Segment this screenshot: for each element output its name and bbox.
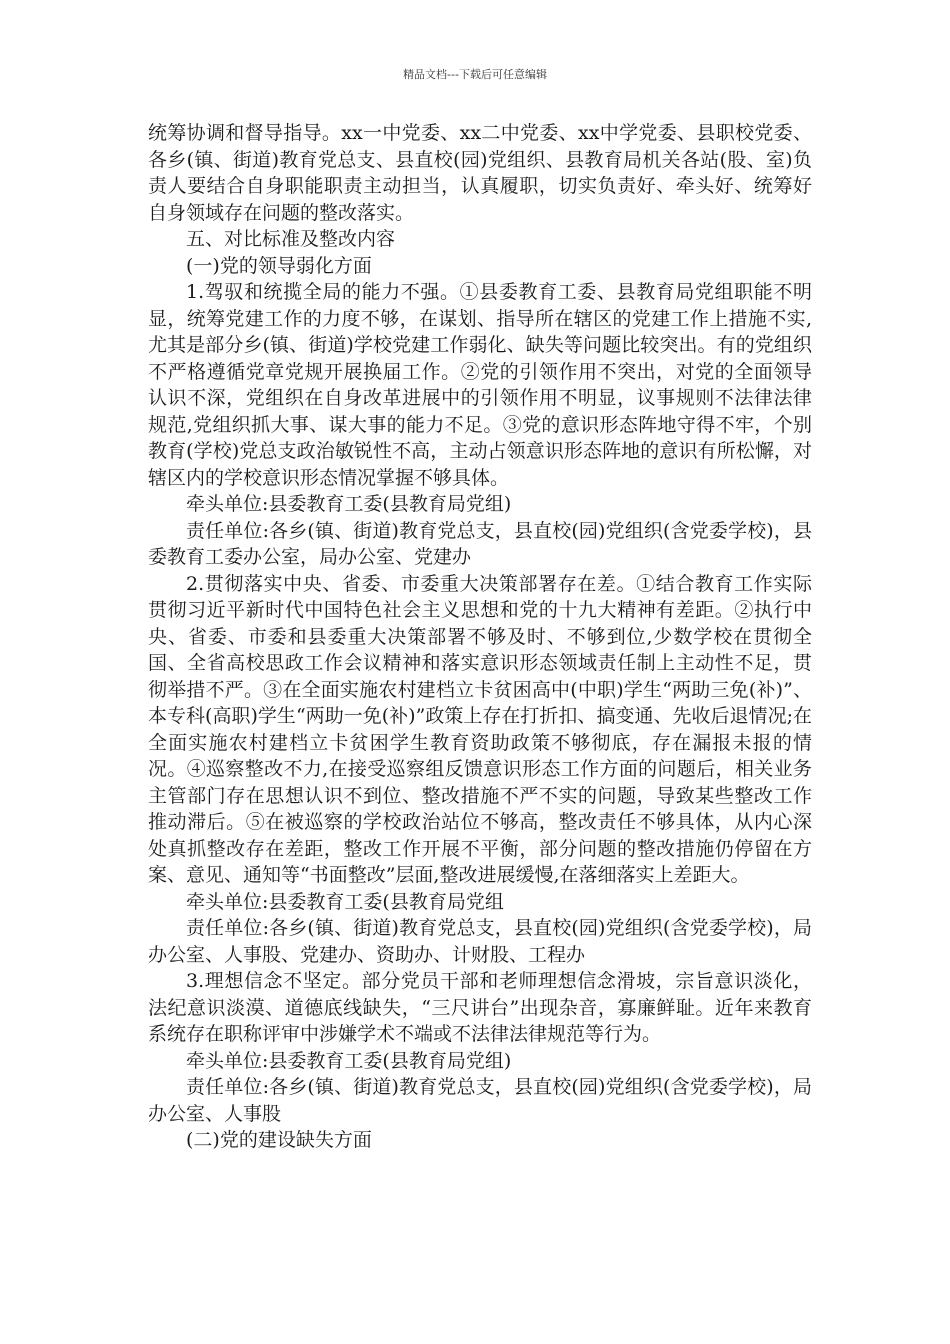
paragraph: 1.驾驭和统揽全局的能力不强。①县委教育工委、县教育局党组职能不明显，统筹党建工作的力度不够，在谋划、指导所在辖区的党建工作上措施不实,尤其是部分乡(镇、街道)学校党建工作弱化、缺失等问题比较突出。有的党组织不严格遵循党章党规开展换届工作。②党的引领作用不突出，对党的全面领导认识不深，党组织在自身改革进展中的引领作用不明显，议事规则不法律法律规范,党组织抓大事、谋大事的能力不足。③党的意识形态阵地守得不牢，个别教育(学校)党总支政治敏锐性不高，主动占领意识形态阵地的意识有所松懈，对辖区内的学校意识形态情况掌握不够具体。 [148,281,812,489]
lead-unit: 牵头单位:县委教育工委(县教育局党组) [186,493,512,515]
responsible-unit: 责任单位:各乡(镇、街道)教育党总支，县直校(园)党组织(含党委学校)，县委教育工委办公室，局办公室、党建办 [148,519,812,568]
subsection-heading: (二)党的建设缺失方面 [186,1129,372,1151]
subsection-heading: (一)党的领导弱化方面 [186,254,372,277]
paragraph: 3.理想信念不坚定。部分党员干部和老师理想信念滑坡，宗旨意识淡化，法纪意识淡漠、道德底线缺失，“三尺讲台”出现杂音，寡廉鲜耻。近年来教育系统存在职称评审中涉嫌学术不端或不法律法律规范等行为。 [148,970,812,1045]
responsible-unit: 责任单位:各乡(镇、街道)教育党总支，县直校(园)党组织(含党委学校)，局办公室、人事股 [148,1076,812,1125]
lead-unit: 牵头单位:县委教育工委(县教育局党组 [186,890,504,913]
paragraph: 2.贯彻落实中央、省委、市委重大决策部署存在差。①结合教育工作实际贯彻习近平新时代中国特色社会主义思想和党的十九大精神有差距。②执行中央、省委、市委和县委重大决策部署不够及时、不够到位,少数学校在贯彻全国、全省高校思政工作会议精神和落实意识形态领域责任制上主动性不足，贯彻举措不严。③在全面实施农村建档立卡贫困高中(中职)学生“两助三免(补)”、本专科(高职)学生“两助一免(补)”政策上存在打折扣、搞变通、先收后退情况;在全面实施农村建档立卡贫困学生教育资助政策不够彻底，存在漏报未报的情况。④巡察整改不力,在接受巡察组反馈意识形态工作方面的问题后，相关业务主管部门存在思想认识不到位、整改措施不严不实的问题，导致某些整改工作推动滞后。⑤在被巡察的学校政治站位不够高，整改责任不够具体，从内心深处真抓整改存在差距，整改工作开展不平衡，部分问题的整改措施仍停留在方案、意见、通知等“书面整改”层面,整改进展缓慢,在落细落实上差距大。 [148,572,812,886]
responsible-unit: 责任单位:各乡(镇、街道)教育党总支，县直校(园)党组织(含党委学校)，局办公室、人事股、党建办、资助办、计财股、工程办 [148,917,812,966]
document-body [148,120,812,1154]
section-heading: 五、对比标准及整改内容 [186,228,396,250]
page-header: 精品文档---下载后可任意编辑 [403,68,547,81]
lead-unit: 牵头单位:县委教育工委(县教育局党组) [186,1049,512,1072]
paragraph: 统筹协调和督导指导。xx一中党委、xx二中党委、xx中学党委、县职校党委、各乡(镇、街道)教育党总支、县直校(园)党组织、县教育局机关各站(股、室)负责人要结合自身职能职责主动担当，认真履职，切实负责好、牵头好、统筹好自身领域存在问题的整改落实。 [148,122,812,224]
